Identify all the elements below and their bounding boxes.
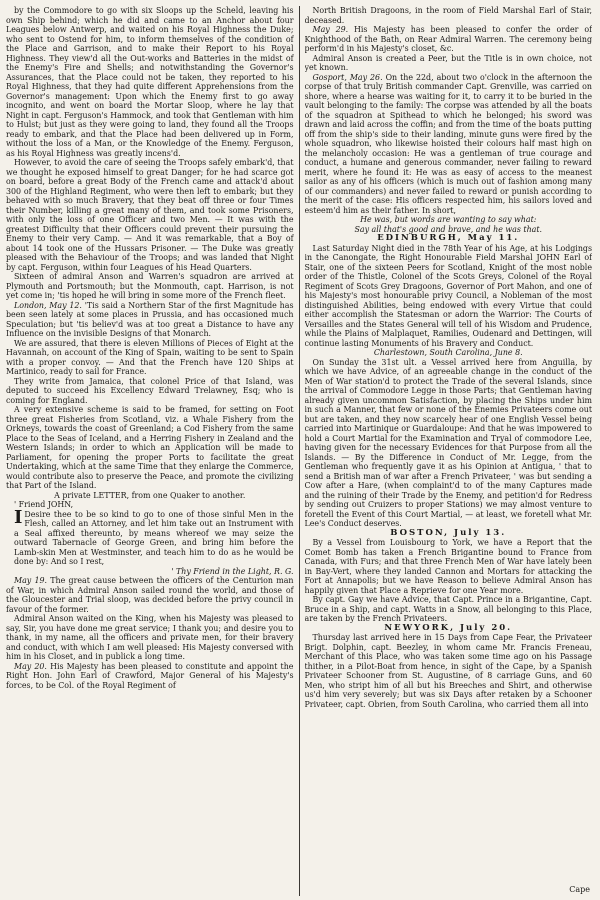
dateline: London, May 12.: [14, 300, 82, 310]
section-heading-newyork: NEWYORK, July 20.: [384, 622, 513, 633]
section-heading-charlestown: Charlestown, South Carolina, June 8.: [373, 348, 523, 357]
article-paragraph: They write from Jamaica, that colonel Price of that Island, was deputed to succeed his Excellency Edward Trelawney, Esq; who is coming for England.: [6, 376, 294, 405]
column-divider: [299, 6, 300, 896]
column-layout: [6, 6, 592, 896]
letter-signature: ' Thy Friend in the Light, R. G.: [171, 566, 294, 576]
dateline: May 29.: [312, 25, 349, 34]
poem-line: He was, but words are wanting to say what:: [360, 215, 537, 224]
letter-salutation: ' Friend JOHN,: [14, 500, 74, 509]
article-paragraph: However, to avoid the care of seeing the Troops safely embark'd, that we thought he exposed himself to great Danger; for he had scarce got on board, before a great Body of the French came and attack'd about 300 of the Highland Regiment, who were then left to embark; but they behaved with so much Bravery, that they beat off three or four Times their Number, killing a great many of them, and took some Prisoners, with only the loss of one Officer and two Men. — It was with the greatest Difficulty that their Officers could prevent their pursuing the Enemy to their very Camp. — And it was remarkable, that a Boy of about 14 took one of the Hussars Prisoner. — The Duke was greatly pleased with the Behaviour of the Troops; and was landed that Night by capt. Ferguson, within four Leagues of his Head Quarters.: [6, 158, 294, 272]
article-paragraph: Admiral Anson waited on the King, when his Majesty was pleased to say, Sir, you have done me great service; I thank you; and desire you to thank, in my name, all the officers and private men, for their bravery and conduct, with which I am well pleased: His Majesty conversed with him in his Closet, and in publick a long time.: [6, 614, 294, 661]
poem-line: Say all that's good and brave, and he was that.: [354, 224, 543, 234]
article-paragraph: On Sunday the 31st ult. a Vessel arrived here from Anguilla, by which we have Advice, of an agreeable change in the conduct of the Men of War station'd to protect the Trade of the several Islands, since the arrival of Commodore Legge in those Parts; that Gentleman having already given uncommon Satisfaction, by placing the Ships under him in such a Manner, that few or none of the Enemies Privateers come out but are taken, and they now scarcely hear of one English Vessel being carried into Martinique or Guardaloupe: And that he was impowered to hold a Court Martial for the Examination and Tryal of commodore Lee, having given for the necessary Evidences for that Purpose from all the Islands. — By the Difference in Conduct of Mr. Legge, from the Gentleman who frequently gave it as his Opinion at Antigua, ' that to send a British man of war after a French Privateer, ' was but sending a Cow after a Hare, (when complaint'd to of the many Captures made and the ruining of their Trade by the Enemy, and petition'd for Redress by sending out Cruizers to proper Stations) we may almost venture to foretell the Event of this Court Martial, — at least, we foretell what Mr. Lee's Conduct deserves.: [304, 357, 592, 528]
drop-cap: I: [14, 506, 23, 528]
letter-title: A private LETTER, from one Quaker to another.: [54, 490, 246, 500]
article-paragraph: By capt. Gay we have Advice, that Capt. Prince in a Brigantine, Capt. Bruce in a Ship, and capt. Watts in a Snow, all belonging to this Place, are taken by the French Privateers.: [304, 595, 592, 623]
article-paragraph: North British Dragoons, in the room of Field Marshal Earl of Stair, deceased.: [304, 6, 592, 25]
news-item: [6, 662, 294, 691]
left-column: [6, 6, 294, 896]
article-paragraph: Admiral Anson is created a Peer, but the Title is in own choice, not yet known.: [304, 53, 592, 72]
dateline: Gosport, May 26.: [312, 72, 383, 82]
news-item: [305, 25, 593, 54]
news-text: On the 22d, about two o'clock in the afternoon the corpse of that truly British commander Capt. Grenville, was carried on shore, where a hearse was waiting for it, to carry it to be buried in the vault belonging to the family: The corpse was attended by all the boats of the squadron at Spithead to which he belonged; his sword was drawn and laid across the coffin; and from the time of the boats putting off from the ship's side to their landing, minute guns were fired by the whole squadron, who likewise hoisted their colours half mast high on the melancholy occasion: He was a gentleman of true courage and conduct, a humane and generous commander, never failing to reward merit, where he found it: He was as easy of access to the meanest sailor as any of his officers (which is much out of fashion among many of our commanders) and never failed to reward or punish according to the merit of the case: His officers respected him, his sailors loved and esteem'd him as their father. In short,: [304, 72, 592, 215]
news-text: The great cause between the officers of the Centurion man of War, in which Admiral Anson sailed round the world, and those of the Gloucester and Trial sloop, was decided before the privy council in favour of the former.: [6, 576, 294, 614]
dateline: May 19.: [14, 576, 48, 585]
article-paragraph: By a Vessel from Louisbourg to York, we have a Report that the Comet Bomb has taken a French Brigantine bound to France from Canada, with Furs; and that three French Men of War have lately been in Bay-Vert, where they landed Cannon and Mortars for attacking the Fort at Annapolis; but we have Reason to believe Admiral Anson has happily given that Place a Reprieve for one Year more.: [304, 538, 592, 595]
right-column: [305, 6, 593, 896]
news-item: [6, 576, 294, 614]
article-paragraph: Last Saturday Night died in the 78th Year of his Age, at his Lodgings in the Canongate, the Right Honourable Field Marshal JOHN Earl of Stair, one of the sixteen Peers for Scotland, Knight of the most noble order of the Thistle, Colonel of the Scots Greys, Colonel of the Royal Regiment of Scots Grey Dragoons, Governor of Port Mahon, and one of his Majesty's most honourable privy Council, a Nobleman of the most distinguished Abilities, being endowed with every Virtue that could either accomplish the Statesman or adorn the Warrior: The Courts of Versailles and the States General will tell of his Wisdom and Prudence, while the Plains of Malplaquet, Ramilies, Oudenard and Dettingen, will continue lasting Monuments of his Bravery and Conduct.: [304, 243, 592, 348]
section-heading-edinburgh: EDINBURGH, May 11.: [377, 233, 520, 243]
letter-text: Desire thee to be so kind to go to one of those sinful Men in the Flesh, called an Attorney, and let him take out an Instrument with a Seal affixed thereunto, by means whereof we may seize the outward Tabernacle of George Green, and bring him before the Lamb-skin Men at Westminster, and teach him to do as he would be done by: And so I rest,: [14, 509, 294, 566]
article-paragraph: We are assured, that there is eleven Millions of Pieces of Eight at the Havannah, on account of the King of Spain, waiting to be sent to Spain with a proper convoy. — And that the French have 120 Ships at Martinico, ready to sail for France.: [6, 338, 294, 376]
article-paragraph: Thursday last arrived here in 15 Days from Cape Fear, the Privateer Brigt. Dolphin, capt. Beezley, in whom came Mr. Francis Freneau, Merchant of this Place, who was taken some time ago on his Passage thither, in a Pilot-Boat from hence, in sight of the Cape, by a Spanish Privateer Schooner from St. Augustine, of 8 carriage Guns, and 60 Men, who stript him of all but his Breeches and Shirt, and otherwise us'd him very severely; but was six Days after retaken by a Schooner Privateer, capt. Obrien, from South Carolina, who carried them all into: [304, 633, 592, 709]
dateline: May 20.: [14, 661, 47, 671]
news-text: 'Tis said a Northern Star of the first Magnitude has been seen lately at some places in Prussia, and has occasioned much Speculation; but 'tis believ'd was at too great a Distance to have any Influence on the invisible Designs of that Monarch.: [6, 300, 294, 338]
news-item: [6, 301, 294, 339]
article-paragraph: Sixteen of admiral Anson and Warren's squadron are arrived at Plymouth and Portsmouth; but the Monmouth, capt. Harrison, is not yet come in; 'tis hoped he will bring in some more of the French fleet.: [6, 272, 294, 300]
section-heading-boston: BOSTON, July 13.: [390, 527, 507, 538]
letter-body: [6, 506, 294, 567]
news-text: His Majesty has been pleased to constitute and appoint the Right Hon. John Earl of Crawford, Major General of his Majesty's forces, to be Col. of the Royal Regiment of: [6, 661, 294, 690]
article-paragraph: A very extensive scheme is said to be framed, for setting on Foot three great Fisheries from Scotland, viz. a Whale Fishery from the Orkneys, towards the coast of Greenland; a Cod Fishery from the same Place to the Seas of Iceland, and a Herring Fishery in Zealand and the Western Islands; in order to which an Application will be made to Parliament, for opening the proper Ports to facilitate the great Undertaking, which at the same Time that they enlarge the Commerce, would contribute also to preserve the Peace, and promote the civilizing that Part of the Island.: [6, 405, 294, 490]
news-item: [305, 73, 593, 216]
news-text: His Majesty has been pleased to confer the order of Knighthood of the Bath, on Rear Admiral Warren. The ceremony being perform'd in his Majesty's closet, &c.: [304, 25, 592, 53]
article-paragraph: by the Commodore to go with six Sloops up the Scheld, leaving his own Ship behind; which he did and came to an Anchor about four Leagues below Antwerp, and waited on his Royal Highness the Duke; who sent to Ostend for him, to inform themselves of the condition of the Place and Garrison, and to make their Report to his Royal Highness. They view'd all the Out-works and Batteries in the midst of the Enemy's Fire and Shells; and notwithstanding the Governor's Assurances, that the Place could not be taken, they reported to his Royal Highness, that they had quite different Apprehensions from the Governor's management: Upon which the Enemy first to go away incognito, and went on board the Mortar Sloop, where he lay that Night in capt. Ferguson's Hammock, and took that Gentleman with him to Hulst; but just as they were going to land, they found all the Troops ready to embark, and that the Place had been delivered up in Form, without the loss of a Man, or the Knowledge of the Enemy. Ferguson, as his Royal Highness was greatly incens'd.: [6, 6, 294, 158]
catchword: Cape: [569, 885, 590, 894]
